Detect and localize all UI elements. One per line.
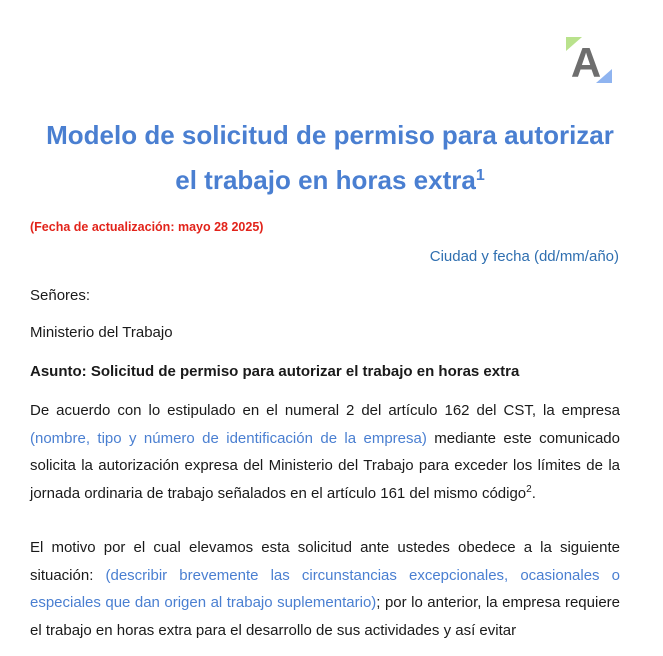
update-date-note: (Fecha de actualización: mayo 28 2025) — [30, 220, 264, 234]
footnote-marker[interactable]: 2 — [526, 483, 532, 495]
document-title-line-1: Modelo de solicitud de permiso para autorizar — [46, 120, 614, 150]
paragraph-text: ; por lo anterior, la empresa requiere el trabajo en horas extra para el desarrollo de sus actividades y así evitar — [30, 594, 620, 639]
subject-line: Asunto: Solicitud de permiso para autorizar el trabajo en horas extra — [30, 363, 520, 380]
company-placeholder: (nombre, tipo y número de identificación de la empresa) — [30, 429, 427, 447]
title-footnote-marker[interactable]: 1 — [475, 167, 485, 184]
paragraph-text: El motivo por el cual elevamos esta solicitud ante ustedes obedece a la siguiente situación: — [30, 539, 620, 584]
paragraph-reason — [30, 534, 620, 644]
paragraph-text: mediante este comunicado solicita la autorización expresa del Ministerio del Trabajo para exceder los límites de la jornada ordinaria de trabajo señalados en el artículo 161 del mismo código — [30, 429, 620, 502]
brand-logo-icon — [566, 37, 612, 83]
paragraph-end: . — [531, 484, 536, 502]
salutation: Señores: — [30, 287, 91, 304]
paragraph-text: De acuerdo con lo estipulado en el numeral 2 del artículo 162 del CST, la empresa — [30, 402, 620, 419]
recipient: Ministerio del Trabajo — [30, 324, 173, 341]
paragraph-legal-basis — [30, 397, 620, 507]
document-title-line-2 — [20, 165, 640, 195]
circumstances-placeholder: (describir brevemente las circunstancias excepcionales, ocasionales o especiales que dan origen al trabajo suplementario) — [30, 566, 620, 611]
svg-text:A: A — [570, 39, 602, 83]
city-date-field: Ciudad y fecha (dd/mm/año) — [429, 248, 619, 265]
document-title-text: el trabajo en horas extra — [175, 165, 476, 195]
